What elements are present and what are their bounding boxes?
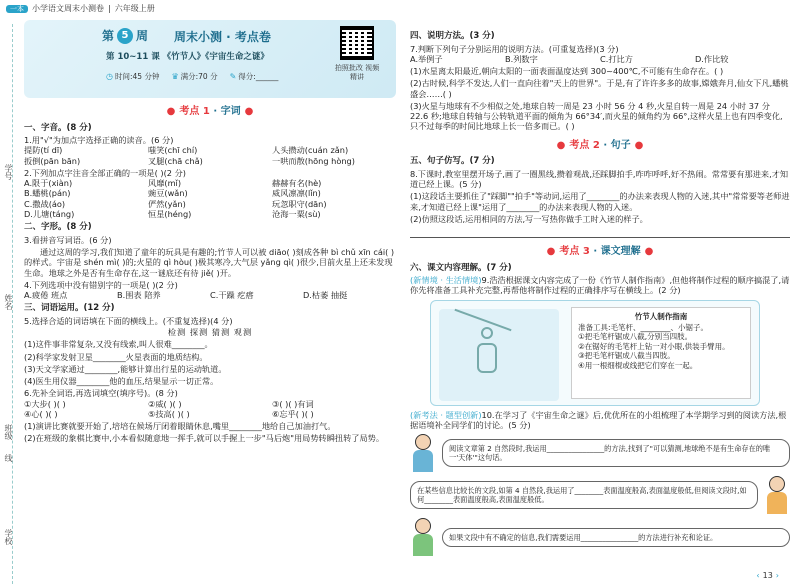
- guide-step-4: ④用一根细棍或线把它们穿在一起。: [578, 360, 698, 370]
- top-bar: 一本 小学语文周末小测卷 | 六年级上册: [6, 4, 155, 14]
- q6-item-1[interactable]: (1)演讲比赛就要开始了,培培在候场厅闭着眼睛休息,嘴里________地给自己加油打气。: [24, 421, 336, 432]
- binding-label-school: 学校: [4, 529, 13, 545]
- q7-item-3[interactable]: (3)火星与地球有不少相似之处,地球自转一周是 23 小时 56 分 4 秒,火星自转一周是 24 小时 37 分 22.6 秒;地球自转轴与公转轨道平面的倾角为 66°34′,而火星的倾角约为 66°,这样火星上也有四季变化,只不过每季的时间比地球上长一倍多而已。( ): [410, 100, 783, 132]
- q6-item-2[interactable]: (2)在班级的象棋比赛中,小本看似随意地一挥手,就可以手握上一步"马后炮"用局势转瞬扭转了局势。: [24, 433, 385, 444]
- bamboo-figure-illustration: [439, 309, 559, 401]
- page-number: ‹ 13 ›: [756, 571, 779, 580]
- quiz-title: 周末小测 · 考点卷: [174, 30, 271, 44]
- q4-options[interactable]: A.疲倦 班点 B.围表 陪养 C.干躁 疙瘩 D.枯萎 抽挺: [24, 290, 348, 300]
- section-1-heading: 一、字音。(8 分): [24, 122, 92, 133]
- question-1: 1.用"√"为加点字选择正确的读音。(6 分): [24, 135, 174, 146]
- student-boy-avatar: [764, 476, 790, 514]
- section-6-heading: 六、课文内容理解。(7 分): [410, 262, 512, 273]
- guide-card: [571, 307, 751, 399]
- guide-step-2: ②在锯好的毛笔杆上钻一对小眼,供装手臂用。: [578, 341, 730, 351]
- brand-logo: 一本: [6, 5, 28, 14]
- question-4: 4.下列选项中没有错别字的一项是( )(2 分): [24, 279, 178, 290]
- kd1-title: ● 考点 1 · 字词 ●: [166, 106, 254, 117]
- q10-tag: (新考法 · 题型创新): [410, 409, 482, 420]
- q2-option-d[interactable]: D.儿塘(táng) 恒星(héng) 沧海一粟(sù): [24, 208, 321, 219]
- series-title: 小学语文周末小测卷: [32, 4, 104, 13]
- qr-code[interactable]: [340, 26, 374, 60]
- left-column: [24, 20, 396, 582]
- q8-item-2[interactable]: (2)仿照这段话,运用相同的方法,写一写热你做手工时入迷的样子。: [410, 213, 648, 224]
- guide-step-3: ③把毛笔杆锯成八截当四肢。: [578, 351, 675, 361]
- binding-label-number: 学号: [4, 164, 13, 180]
- section-4-heading: 四、说明方法。(3 分): [410, 31, 495, 41]
- section-2-heading: 二、字形。(8 分): [24, 222, 92, 233]
- kd2-title: ● 考点 2 · 句子 ●: [556, 139, 644, 151]
- next-arrow-icon: ›: [775, 571, 779, 580]
- discussion-3: [410, 518, 790, 556]
- q5-item-4[interactable]: (4)医生用仪器________他的血压,结果显示一切正常。: [24, 376, 219, 387]
- right-column: [410, 28, 790, 580]
- speech-bubble-3[interactable]: 如果文段中有不确定的信息,我们需要运用________________的方法进行补充和论证。: [442, 528, 790, 547]
- prev-arrow-icon: ‹: [756, 571, 760, 580]
- q2-option-c[interactable]: C.撒战(áo) 俨然(yǎn) 玩忽职守(dān): [24, 198, 327, 209]
- q2-option-b[interactable]: B.蟠桃(pán) 豌豆(wǎn) 威风凛凛(lǐn): [24, 188, 321, 199]
- kd3-title: ● 考点 3 · 课文理解 ●: [546, 246, 654, 257]
- pencil-icon: ✎: [229, 72, 237, 81]
- quiz-meta: ◷ 时间:45 分钟 ♛ 满分:70 分 ✎ 得分:______: [106, 72, 279, 82]
- q8-item-1[interactable]: (1)这段话主要抓住了"踩脚""拍手"等动词,运用了________的办法来表现人物的入迷,其中"常常要等老师进来,才知道已经上课"运用了________的办法来表现人物的入迷。: [410, 191, 790, 212]
- section-3-heading: 三、词语运用。(12 分): [24, 303, 115, 314]
- question-6: 6.先补全词语,再选词填空(填序号)。(8 分): [24, 388, 178, 399]
- q5-item-3[interactable]: (3)天文学家通过________,能够计算出行星的运动轨道。: [24, 363, 227, 374]
- question-8: 8.下课时,教室里摆开场子,画了一圈黑线,攒着观战,还踩脚拍手,咋咋呼呼,好不热闹。常常要有那进来,才知道已经上课。(5 分): [410, 168, 789, 189]
- q5-item-2[interactable]: (2)科学家发射卫星________火星表面的地质结构。: [24, 351, 208, 362]
- question-3: 3.看拼音写词语。(6 分): [24, 234, 112, 245]
- section-5-heading: 五、句子仿写。(7 分): [410, 156, 495, 167]
- guide-step-1: ①把毛笔杆锯成八截,分别当四肢。: [578, 332, 693, 342]
- q9-tag: (新情境 · 生活情境): [410, 275, 482, 286]
- q7-item-2[interactable]: (2)古时候,科学不发达,人们一直向往着"天上的世界"。于是,有了许许多多的故事,嫦娥奔月,仙女下凡,蟠桃盛会……( ): [410, 78, 789, 99]
- q2-option-a[interactable]: A.限于(xiàn) 风靡(mǐ) 赫赫有名(hè): [24, 178, 322, 189]
- trophy-icon: ♛: [171, 72, 179, 81]
- clock-icon: ◷: [106, 72, 113, 81]
- q3-passage[interactable]: 通过这周的学习,我们知道了童年的玩具是有趣的;竹节人可以被 diāo( )刻成各种 bì chǔ xīn cái( )的样式。宇宙是 shén mì( )的;火星的 qì hòu( )极其寒冷,大气层 yǎng qì( )很少,目前火星上还未发现生命。地球之外是否有生命存在,这一谜底还有待 jiě( )开。: [24, 247, 395, 278]
- q7-item-1[interactable]: (1)水星离太阳最近,朝向太阳的一面表面温度达到 300~400℃,不可能有生命存在。( ): [410, 66, 724, 77]
- q7-options: A.举例子 B.列数字 C.打比方 D.作比较: [410, 53, 729, 64]
- discussion-1: [410, 434, 790, 472]
- question-7: 7.判断下列句子分别运用的说明方法。(可重复选择)(3 分): [410, 43, 619, 54]
- question-5: 5.选择合适的词语填在下面的横线上。(不重复选择)(4 分): [24, 315, 233, 326]
- guide-title: 竹节人制作指南: [634, 311, 688, 321]
- lesson-range: 第 10~11 课 《竹节人》《宇宙生命之谜》: [106, 52, 269, 62]
- grade-label: 六年级上册: [114, 4, 155, 13]
- week-badge: 第 5 周: [102, 28, 149, 43]
- q6-row-1[interactable]: ①大步( )( ) ②威( )( ) ③( )( )有词: [24, 398, 314, 409]
- binding-label-class: 班级: [4, 424, 13, 440]
- bamboo-guide-figure: [430, 300, 760, 406]
- speech-bubble-1[interactable]: 阅读文章第 2 自然段时,我运用________________的方法,找到了"可以猜测,地球绝不是有生命存在的唯一'天体'"这句话。: [442, 439, 790, 467]
- question-10: (新考法 · 题型创新)10.在学习了《宇宙生命之谜》后,优优所在的小组梳理了本学期学习到的阅读方法,根据语境补全同学们的讨论。(5 分): [410, 409, 787, 430]
- q1-row-2: 扳倒(pān bān) 叉腿(chā chǎ) 一哄而散(hōng hòng): [24, 155, 355, 166]
- student-boy2-avatar: [410, 518, 436, 556]
- q5-item-1[interactable]: (1)这件事非常复杂,又没有线索,叫人很难________。: [24, 339, 213, 350]
- student-girl-avatar: [410, 434, 436, 472]
- speech-bubble-2[interactable]: 在某些信息比较长的文段,如第 4 自然段,我运用了________表面温度般高,表面温度般低,但阅读文段时,如何________表面温度般高,表面温度般低。: [410, 481, 758, 509]
- week-number: 5: [117, 28, 133, 44]
- guide-tools[interactable]: 准备工具:毛笔杆、________、小锯子。: [578, 323, 709, 332]
- discussion-2: [410, 476, 790, 514]
- binding-strip: [0, 24, 18, 584]
- q1-row-1: 提防(tí dī) 嗤笑(chī chí) 人头攒动(cuán zǎn): [24, 145, 349, 156]
- q5-word-bank: 检测 探测 猜测 观测: [167, 327, 253, 338]
- question-9: (新情境 · 生活情境)9.浩浩根据课文内容完成了一份《竹节人制作指南》,但他将制作过程的顺序搞混了,请你先将准备工具补充完整,再帮他将制作过程的正确排序写在横线上。(2 分): [410, 275, 790, 296]
- qr-label: 拍照批改 视频精讲: [334, 64, 380, 81]
- question-2: 2.下列加点字注音全部正确的一项是( )(2 分): [24, 167, 187, 178]
- binding-seal: 线: [4, 454, 13, 462]
- q8-answer-line[interactable]: [410, 228, 790, 238]
- binding-label-name: 姓名: [4, 294, 13, 310]
- q6-row-2[interactable]: ④心( )( ) ⑤技高( )( ) ⑥忘乎( )( ): [24, 408, 314, 419]
- header-card: [24, 20, 396, 98]
